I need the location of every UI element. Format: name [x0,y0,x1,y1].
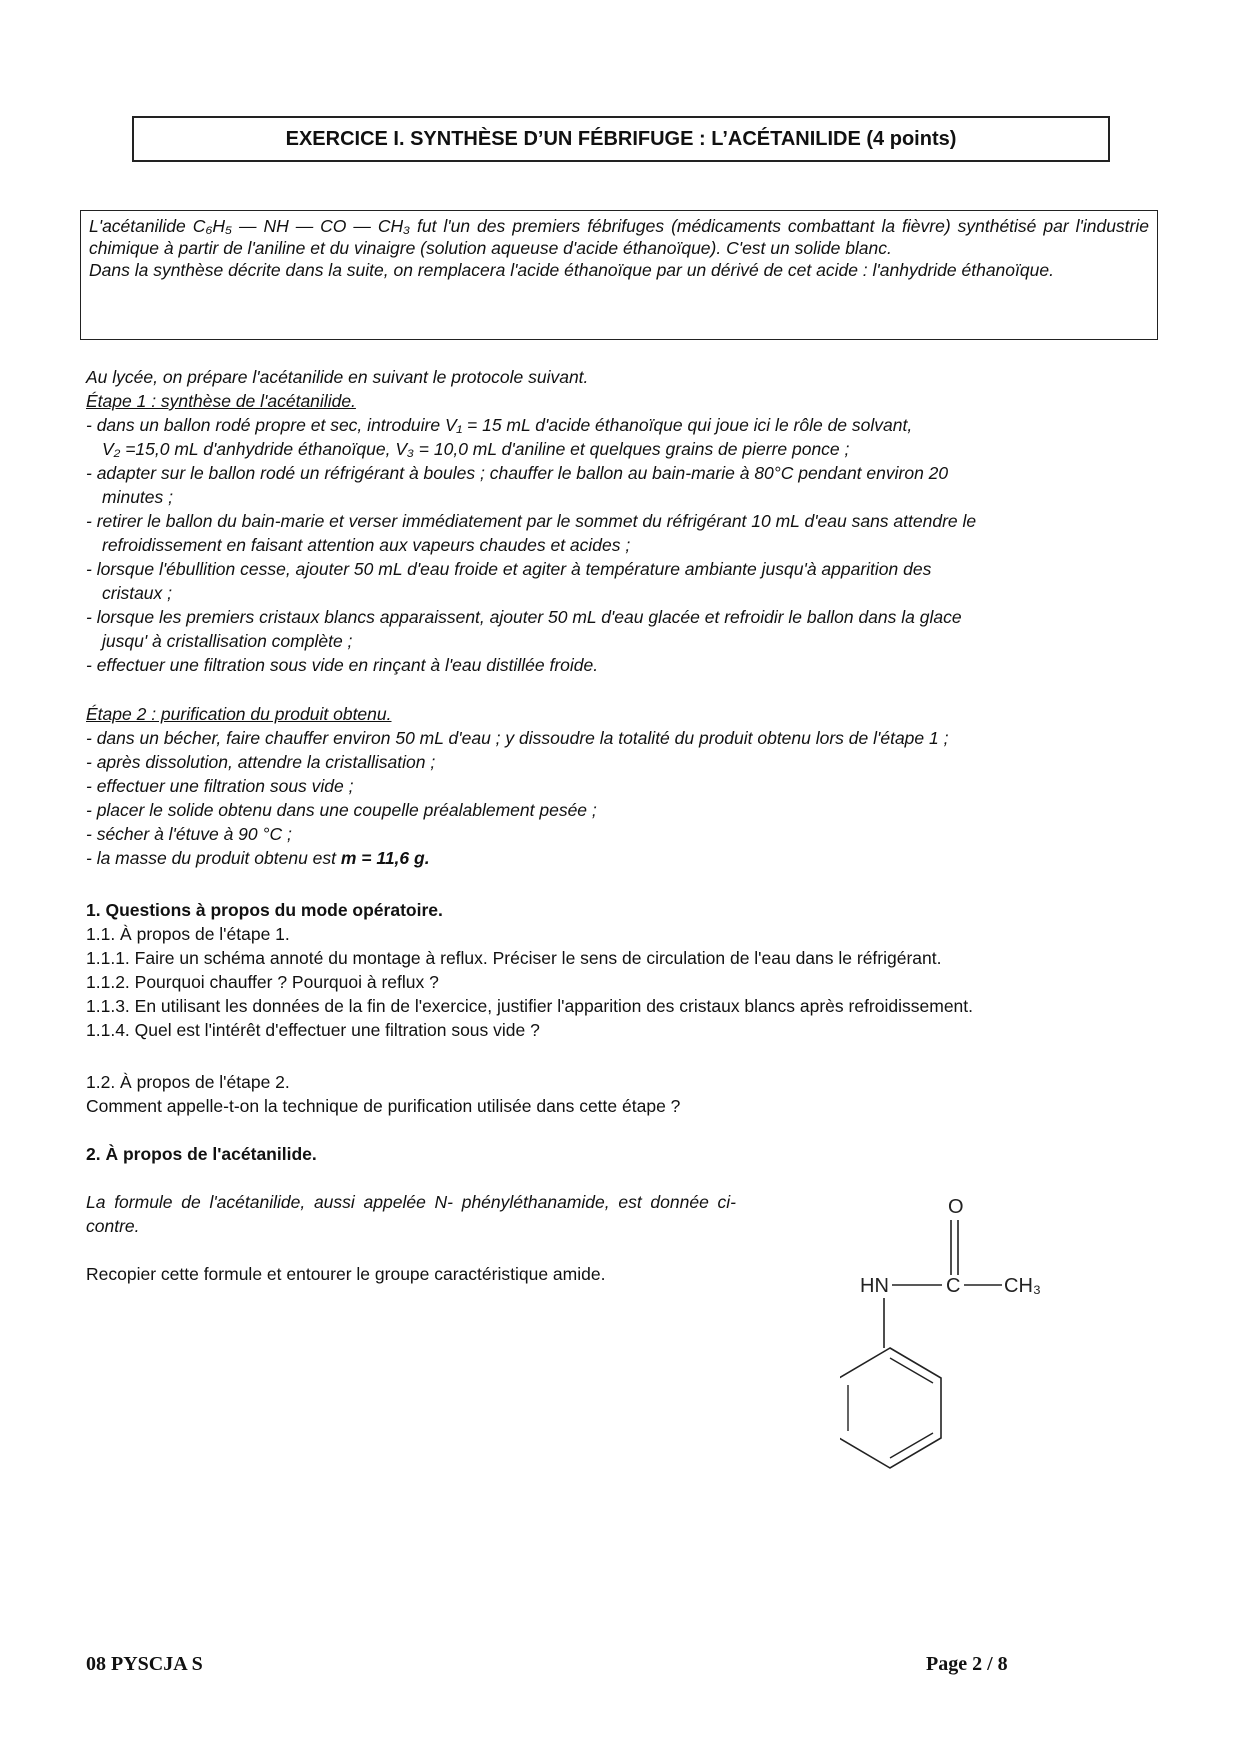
step1-item: cristaux ; [102,583,173,603]
footer-code: 08 PYSCJA S [86,1653,203,1675]
step1-item: - effectuer une filtration sous vide en rinçant à l'eau distillée froide. [86,655,599,675]
intro-box [80,210,1158,340]
acetanilide-structure [840,1180,1090,1500]
step1-item: jusqu' à cristallisation complète ; [102,631,353,651]
atom-o: O [948,1196,964,1218]
step2-mass-line [86,846,1166,870]
intro-paragraph-2: Dans la synthèse décrite dans la suite, on remplacera l'acide éthanoïque par un dérivé de cet acide : l'anhydride éthanoïque. [89,260,1054,280]
aromatic-bond [890,1433,933,1458]
mass-prefix: - la masse du produit obtenu est [86,848,341,868]
mass-value: m = 11,6 g. [340,848,430,868]
exercise-title [132,116,1110,162]
q2-text: Recopier cette formule et entourer le groupe caractéristique amide. [86,1264,606,1284]
questions-part1 [86,898,1166,1042]
step2-item: - effectuer une filtration sous vide ; [86,776,354,796]
protocol-step2 [86,702,1166,870]
step1-item: - lorsque les premiers cristaux blancs apparaissent, ajouter 50 mL d'eau glacée et refroidir le ballon dans la glace [86,607,962,627]
step1-item: refroidissement en faisant attention aux vapeurs chaudes et acides ; [102,535,631,555]
footer-page: Page 2 / 8 [926,1653,1008,1675]
step2-item: - après dissolution, attendre la cristallisation ; [86,752,436,772]
step2-item: - sécher à l'étuve à 90 °C ; [86,824,292,844]
atom-ch3: CH₃ [1004,1275,1042,1297]
step2-title: Étape 2 : purification du produit obtenu. [86,704,392,724]
intro-paragraph-1: L'acétanilide C₆H₅ — NH — CO — CH₃ fut l'un des premiers fébrifuges (médicaments combattant la fièvre) synthétisé par l'industrie chimique à partir de l'aniline et du vinaigre (solution aqueuse d'acide éthanoïque). C'est un solide blanc. [89,216,1149,258]
q2-title: 2. À propos de l'acétanilide. [86,1144,317,1164]
atom-c: C [946,1275,961,1297]
q1-2: 1.2. À propos de l'étape 2. [86,1072,290,1092]
exercise-title-text: EXERCICE I. SYNTHÈSE D’UN FÉBRIFUGE : L’ACÉTANILIDE (4 points) [285,127,957,150]
q1-1-4: 1.1.4. Quel est l'intérêt d'effectuer une filtration sous vide ? [86,1020,540,1040]
aromatic-bond [890,1358,933,1383]
atom-hn: HN [860,1275,889,1297]
q1-title: 1. Questions à propos du mode opératoire. [86,900,443,920]
step1-item: - lorsque l'ébullition cesse, ajouter 50 mL d'eau froide et agiter à température ambiante jusqu'à apparition des [86,559,932,579]
protocol-lead: Au lycée, on prépare l'acétanilide en suivant le protocole suivant. [86,367,589,387]
step2-item: - placer le solide obtenu dans une coupelle préalablement pesée ; [86,800,597,820]
protocol-step1 [86,365,1166,677]
step1-title: Étape 1 : synthèse de l'acétanilide. [86,391,356,411]
q2-text-italic: La formule de l'acétanilide, aussi appelée N- phényléthanamide, est donnée ci-contre. [86,1192,736,1236]
step1-item: minutes ; [102,487,173,507]
q1-1: 1.1. À propos de l'étape 1. [86,924,290,944]
benzene-ring [840,1348,941,1468]
step2-item: - dans un bécher, faire chauffer environ 50 mL d'eau ; y dissoudre la totalité du produit obtenu lors de l'étape 1 ; [86,728,949,748]
step1-item: - retirer le ballon du bain-marie et verser immédiatement par le sommet du réfrigérant 10 mL d'eau sans attendre le [86,511,977,531]
step1-item: - dans un ballon rodé propre et sec, introduire V₁ = 15 mL d'acide éthanoïque qui joue ici le rôle de solvant, [86,415,913,435]
q1-2-text: Comment appelle-t-on la technique de purification utilisée dans cette étape ? [86,1096,681,1116]
questions-part2 [86,1070,1166,1118]
step1-item: - adapter sur le ballon rodé un réfrigérant à boules ; chauffer le ballon au bain-marie à 80°C pendant environ 20 [86,463,949,483]
q1-1-2: 1.1.2. Pourquoi chauffer ? Pourquoi à reflux ? [86,972,439,992]
q1-1-1: 1.1.1. Faire un schéma annoté du montage à reflux. Préciser le sens de circulation de l'eau dans le réfrigérant. [86,948,942,968]
step1-item: V₂ =15,0 mL d'anhydride éthanoïque, V₃ = 10,0 mL d'aniline et quelques grains de pierre ponce ; [102,439,850,459]
q1-1-3: 1.1.3. En utilisant les données de la fin de l'exercice, justifier l'apparition des cristaux blancs après refroidissement. [86,996,974,1016]
